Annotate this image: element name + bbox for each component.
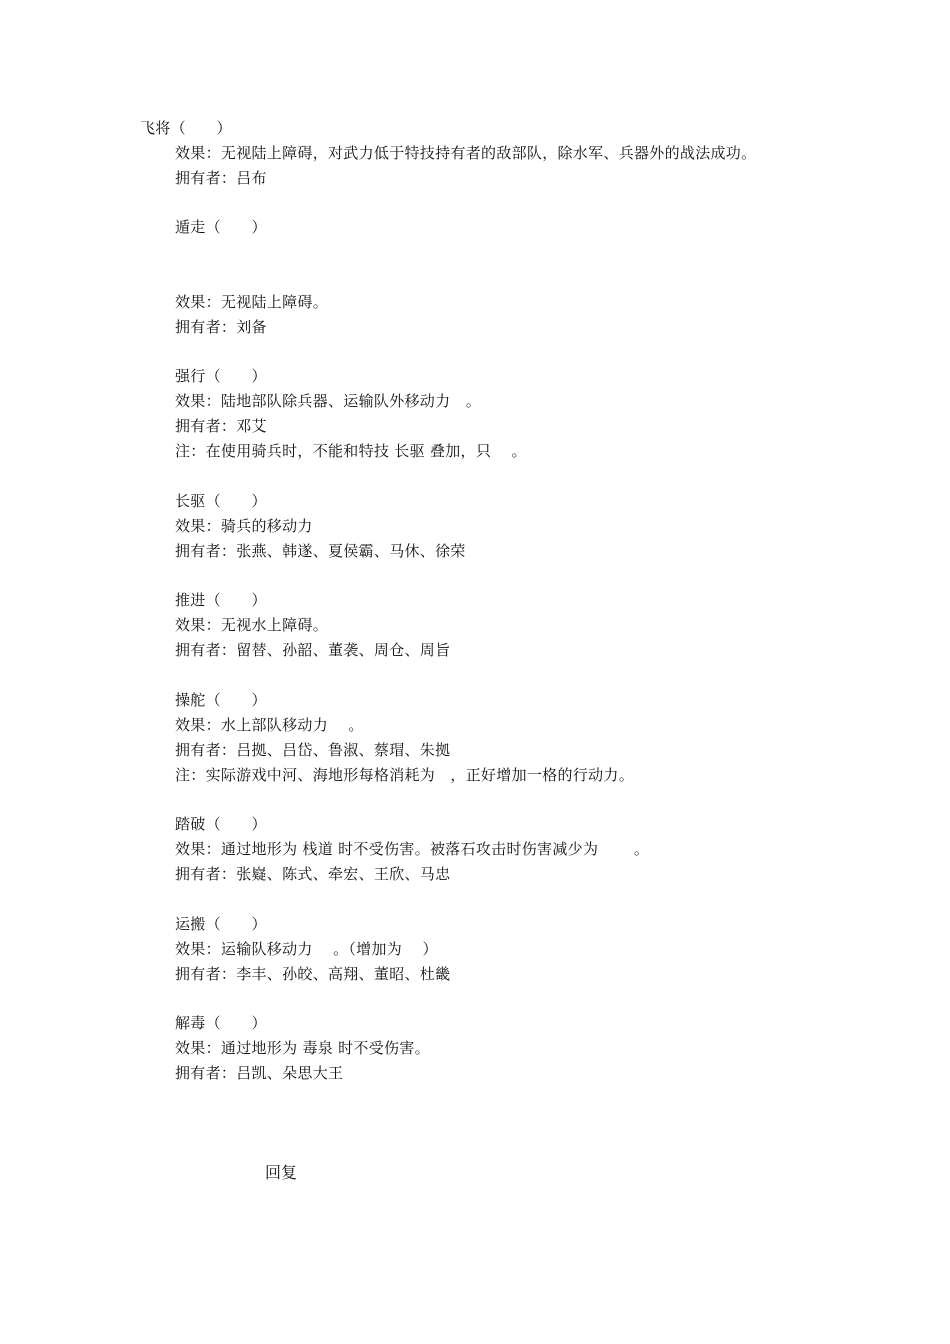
skill-note-qiangxing: 注：在使用骑兵时，不能和特技 长驱 叠加，只 。 <box>175 442 527 460</box>
skill-owner-changqu: 拥有者：张燕、韩遂、夏侯霸、马休、徐荣 <box>175 542 466 560</box>
skill-owner-yunban: 拥有者：李丰、孙皎、高翔、董昭、杜畿 <box>175 965 451 983</box>
skill-owner-qiangxing: 拥有者：邓艾 <box>175 417 267 435</box>
skill-owner-jiedu: 拥有者：吕凯、朵思大王 <box>175 1064 344 1082</box>
skill-title-feijiang: 飞将（ ） <box>140 119 232 137</box>
skill-title-tapo: 踏破（ ） <box>175 815 267 833</box>
skill-title-qiangxing: 强行（ ） <box>175 367 267 385</box>
skill-effect-qiangxing: 效果：陆地部队除兵器、运输队外移动力 。 <box>175 392 482 410</box>
skill-owner-dunzou: 拥有者：刘备 <box>175 318 267 336</box>
skill-effect-dunzou: 效果：无视陆上障碍。 <box>175 293 329 311</box>
skill-effect-changqu: 效果：骑兵的移动力 <box>175 517 313 535</box>
skill-effect-jiedu: 效果：通过地形为 毒泉 时不受伤害。 <box>175 1039 430 1057</box>
skill-title-jiedu: 解毒（ ） <box>175 1014 267 1032</box>
skill-title-yunban: 运搬（ ） <box>175 915 267 933</box>
skill-effect-tuijin: 效果：无视水上障碍。 <box>175 616 329 634</box>
skill-owner-tapo: 拥有者：张嶷、陈式、牵宏、王欣、马忠 <box>175 865 451 883</box>
skill-owner-tuijin: 拥有者：留替、孙韶、董袭、周仓、周旨 <box>175 641 451 659</box>
reply-link[interactable]: 回复 <box>265 1163 298 1182</box>
skill-note-caoduo: 注：实际游戏中河、海地形每格消耗为 ，正好增加一格的行动力。 <box>175 766 635 784</box>
skill-title-changqu: 长驱（ ） <box>175 492 267 510</box>
skill-owner-caoduo: 拥有者：吕拠、吕岱、鲁淑、蔡瑁、朱拠 <box>175 741 451 759</box>
skill-title-caoduo: 操舵（ ） <box>175 691 267 709</box>
skill-effect-yunban: 效果：运输队移动力 。（增加为 ） <box>175 940 438 958</box>
skill-effect-tapo: 效果：通过地形为 栈道 时不受伤害。被落石攻击时伤害减少为 。 <box>175 840 650 858</box>
skill-title-dunzou: 遁走（ ） <box>175 218 267 236</box>
skill-owner-feijiang: 拥有者：吕布 <box>175 169 267 187</box>
skill-effect-caoduo: 效果：水上部队移动力 。 <box>175 716 364 734</box>
skill-effect-feijiang: 效果：无视陆上障碍，对武力低于特技持有者的敌部队，除水军、兵器外的战法成功。 <box>175 144 757 162</box>
skill-title-tuijin: 推进（ ） <box>175 591 267 609</box>
